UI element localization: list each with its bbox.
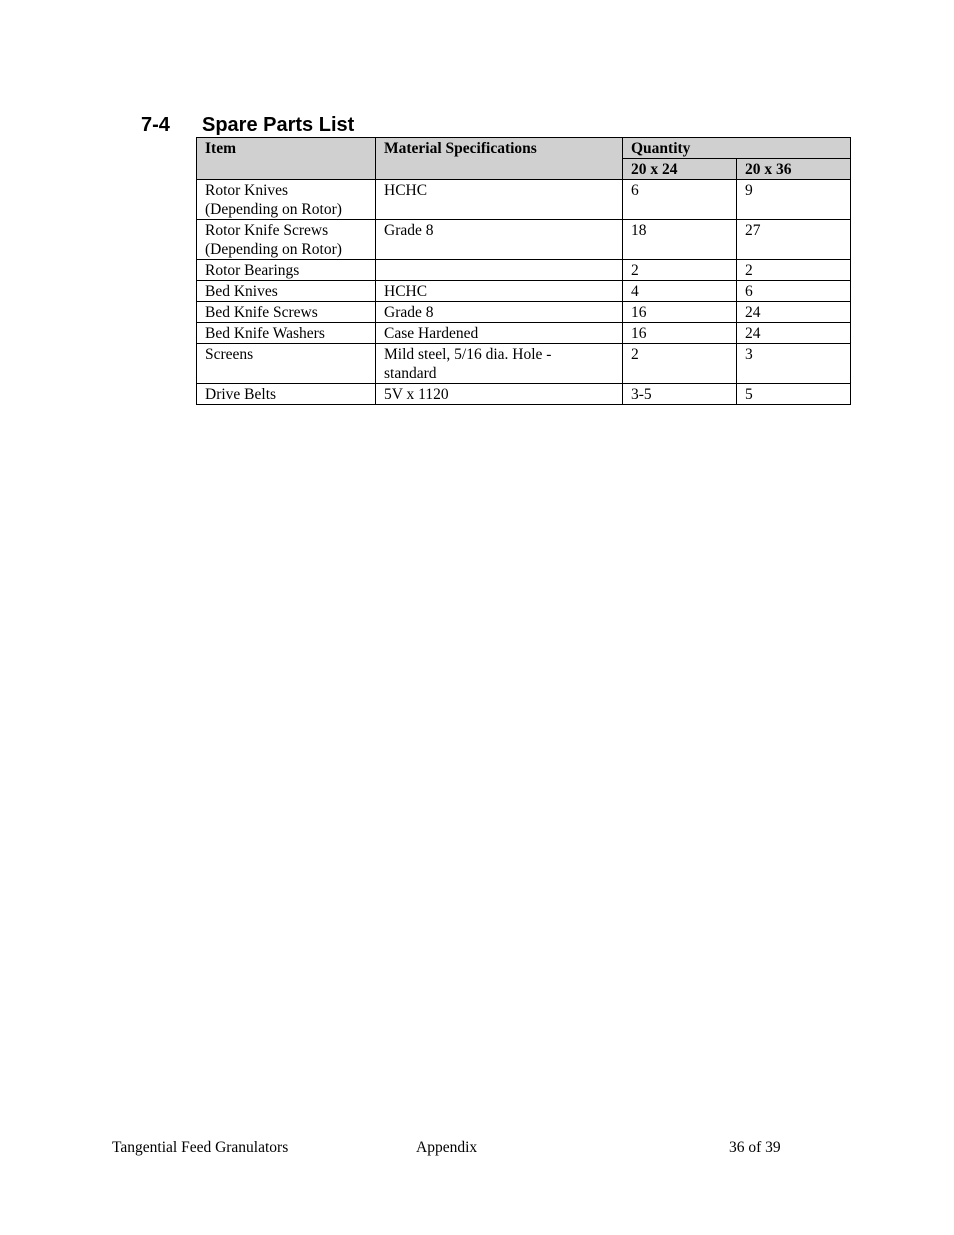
cell-qty-20x24: 2 xyxy=(623,260,737,281)
cell-item: Rotor Knives (Depending on Rotor) xyxy=(197,180,376,220)
footer-section-name: Appendix xyxy=(416,1139,478,1156)
cell-qty-20x36: 6 xyxy=(737,281,851,302)
cell-item: Rotor Knife Screws (Depending on Rotor) xyxy=(197,220,376,260)
cell-qty-20x36: 5 xyxy=(737,384,851,405)
table-row xyxy=(197,220,851,260)
table-header-row xyxy=(197,138,851,159)
cell-material: Grade 8 xyxy=(376,302,623,323)
cell-item: Bed Knife Screws xyxy=(197,302,376,323)
cell-material: 5V x 1120 xyxy=(376,384,623,405)
table-row xyxy=(197,281,851,302)
section-title: Spare Parts List xyxy=(202,114,355,136)
cell-material: Grade 8 xyxy=(376,220,623,260)
cell-item: Screens xyxy=(197,344,376,384)
cell-item: Bed Knives xyxy=(197,281,376,302)
cell-qty-20x36: 2 xyxy=(737,260,851,281)
cell-qty-20x24: 3-5 xyxy=(623,384,737,405)
cell-material xyxy=(376,260,623,281)
header-size-20x24: 20 x 24 xyxy=(623,159,737,180)
table-row xyxy=(197,323,851,344)
cell-qty-20x36: 27 xyxy=(737,220,851,260)
header-material: Material Specifications xyxy=(376,138,623,180)
cell-qty-20x24: 4 xyxy=(623,281,737,302)
footer-document-title: Tangential Feed Granulators xyxy=(112,1139,289,1156)
table-row xyxy=(197,260,851,281)
cell-qty-20x36: 24 xyxy=(737,323,851,344)
cell-qty-20x24: 6 xyxy=(623,180,737,220)
header-quantity: Quantity xyxy=(623,138,851,159)
cell-qty-20x36: 9 xyxy=(737,180,851,220)
table-row xyxy=(197,344,851,384)
cell-item: Rotor Bearings xyxy=(197,260,376,281)
cell-qty-20x24: 16 xyxy=(623,323,737,344)
cell-qty-20x24: 16 xyxy=(623,302,737,323)
section-heading xyxy=(141,112,354,138)
header-item: Item xyxy=(197,138,376,180)
cell-qty-20x36: 24 xyxy=(737,302,851,323)
cell-item: Drive Belts xyxy=(197,384,376,405)
cell-material: Case Hardened xyxy=(376,323,623,344)
table-row xyxy=(197,302,851,323)
cell-qty-20x36: 3 xyxy=(737,344,851,384)
header-size-20x36: 20 x 36 xyxy=(737,159,851,180)
footer-page-number: 36 of 39 xyxy=(729,1139,781,1156)
cell-item: Bed Knife Washers xyxy=(197,323,376,344)
section-number: 7-4 xyxy=(141,114,170,136)
spare-parts-table xyxy=(196,137,851,405)
cell-material: HCHC xyxy=(376,281,623,302)
table-row xyxy=(197,384,851,405)
table-row xyxy=(197,180,851,220)
cell-qty-20x24: 2 xyxy=(623,344,737,384)
cell-qty-20x24: 18 xyxy=(623,220,737,260)
cell-material: Mild steel, 5/16 dia. Hole - standard xyxy=(376,344,623,384)
cell-material: HCHC xyxy=(376,180,623,220)
